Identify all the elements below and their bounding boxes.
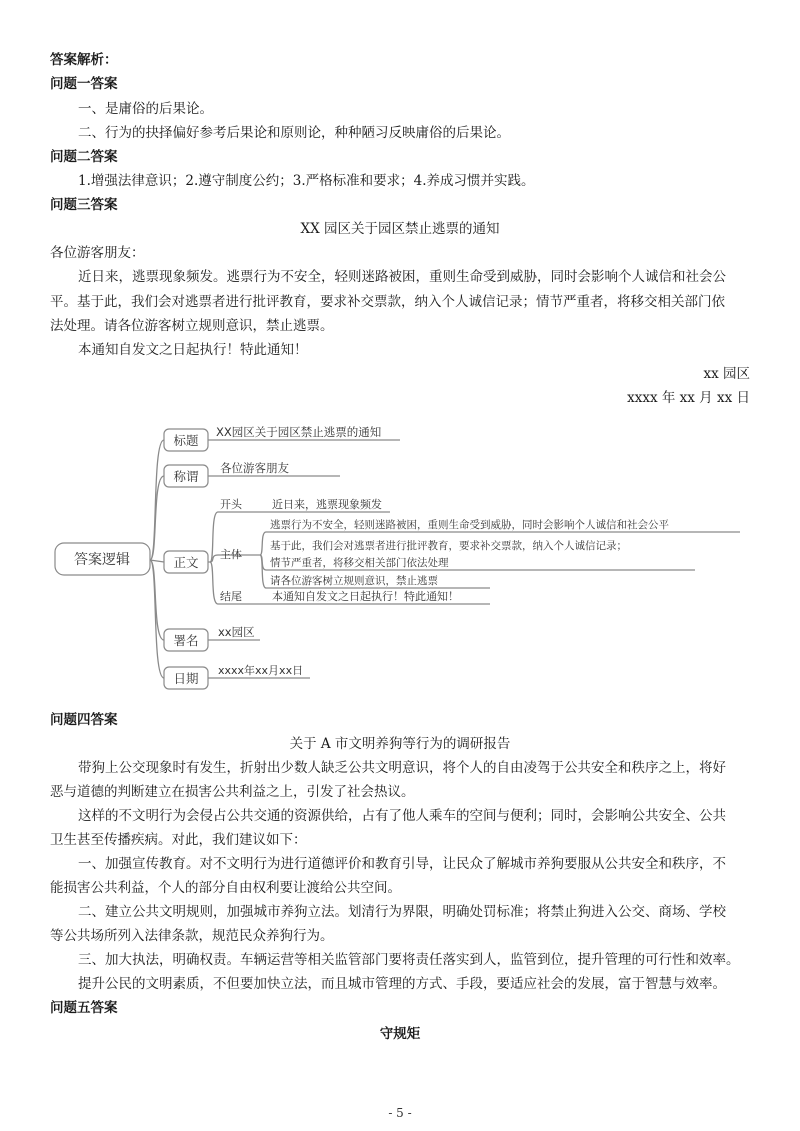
- q3-notice-title: XX 园区关于园区禁止逃票的通知: [300, 221, 500, 237]
- mindmap-title-text: XX园区关于园区禁止逃票的通知: [216, 425, 382, 439]
- q1-line-1: 一、是庸俗的后果论。: [78, 101, 213, 117]
- page-number: - 5 -: [388, 1106, 412, 1120]
- q3-body-line-3: 法处理。请各位游客树立规则意识，禁止逃票。: [50, 318, 334, 334]
- mindmap-opening-text: 近日来，逃票现象频发: [272, 498, 382, 511]
- mindmap-main-label: 主体: [220, 548, 242, 561]
- q2-line-1: 1.增强法律意识；2.遵守制度公约；3.严格标准和要求；4.养成习惯并实践。: [78, 173, 535, 189]
- q3-signer: xx 园区: [703, 366, 750, 382]
- q4-p5: 三、加大执法，明确权责。车辆运营等相关监管部门要将责任落实到人，监管到位，提升管理的可行性和效率。: [78, 952, 740, 968]
- mindmap-opening-label: 开头: [220, 498, 242, 511]
- mindmap-ending-text: 本通知自发文之日起执行！特此通知！: [272, 590, 459, 603]
- mindmap-date-text: xxxx年xx月xx日: [218, 664, 304, 677]
- mindmap-main-text-2a: 基于此，我们会对逃票者进行批评教育，要求补交票款，纳入个人诚信记录；: [270, 540, 627, 552]
- q1-heading: 问题一答案: [50, 76, 118, 92]
- q3-body-line-1: 近日来，逃票现象频发。逃票行为不安全，轻则迷路被困，重则生命受到威胁，同时会影响个人诚信和社会公: [78, 269, 726, 285]
- q3-heading: 问题三答案: [50, 197, 118, 213]
- q4-p4-line-2: 等公共场所列入法律条款，规范民众养狗行为。: [50, 928, 334, 944]
- mindmap-signer-label: 署名: [173, 633, 199, 648]
- q3-date: xxxx 年 xx 月 xx 日: [627, 390, 750, 406]
- q5-essay-title: 守规矩: [379, 1026, 421, 1042]
- q4-p3-line-1: 一、加强宣传教育。对不文明行为进行道德评价和教育引导，让民众了解城市养狗要服从公共安全和秩序，不: [78, 856, 726, 872]
- mindmap-salutation-text: 各位游客朋友: [220, 461, 289, 475]
- q4-p3-line-2: 能损害公共利益，个人的部分自由权利要让渡给公共空间。: [50, 880, 401, 896]
- q3-body-closing: 本通知自发文之日起执行！特此通知！: [78, 342, 308, 358]
- q4-heading: 问题四答案: [50, 712, 118, 728]
- q3-body-line-2: 平。基于此，我们会对逃票者进行批评教育，要求补交票款，纳入个人诚信记录；情节严重者，将移交相关部门依: [50, 294, 725, 310]
- q4-p1-line-2: 恶与道德的判断建立在损害公共利益之上，引发了社会热议。: [50, 784, 415, 800]
- q1-line-2: 二、行为的抉择偏好参考后果论和原则论，种种陋习反映庸俗的后果论。: [78, 125, 510, 141]
- mindmap-ending-label: 结尾: [220, 590, 242, 603]
- mindmap-date-label: 日期: [173, 671, 199, 686]
- q5-heading: 问题五答案: [50, 1000, 118, 1016]
- analysis-heading: 答案解析：: [50, 52, 118, 68]
- q4-p2-line-2: 卫生甚至传播疾病。对此，我们建议如下：: [50, 832, 307, 848]
- mindmap-main-text-1: 逃票行为不安全，轻则迷路被困，重则生命受到威胁，同时会影响个人诚信和社会公平: [270, 519, 669, 531]
- q4-report-title: 关于 A 市文明养狗等行为的调研报告: [289, 736, 511, 752]
- q4-p4-line-1: 二、建立公共文明规则，加强城市养狗立法。划清行为界限，明确处罚标准；将禁止狗进入公交、商场、学校: [78, 904, 726, 920]
- mindmap-salutation-label: 称谓: [173, 469, 199, 484]
- mindmap-root-label: 答案逻辑: [74, 552, 130, 568]
- q4-p2-line-1: 这样的不文明行为会侵占公共交通的资源供给，占有了他人乘车的空间与便利；同时，会影响公共安全、公共: [78, 808, 726, 824]
- q3-salutation: 各位游客朋友：: [50, 245, 145, 261]
- answer-logic-mindmap: [40, 412, 760, 697]
- q4-p6: 提升公民的文明素质，不但要加快立法，而且城市管理的方式、手段，要适应社会的发展，富于智慧与效率。: [78, 976, 726, 992]
- mindmap-signer-text: xx园区: [218, 625, 255, 639]
- mindmap-title-label: 标题: [173, 433, 199, 448]
- mindmap-body-label: 正文: [173, 555, 199, 570]
- mindmap-main-text-3: 请各位游客树立规则意识，禁止逃票: [270, 575, 438, 587]
- mindmap-main-text-2b: 情节严重者，将移交相关部门依法处理: [270, 557, 449, 569]
- q2-heading: 问题二答案: [50, 149, 118, 165]
- q4-p1-line-1: 带狗上公交现象时有发生，折射出少数人缺乏公共文明意识，将个人的自由凌驾于公共安全和秩序之上，将好: [78, 760, 726, 776]
